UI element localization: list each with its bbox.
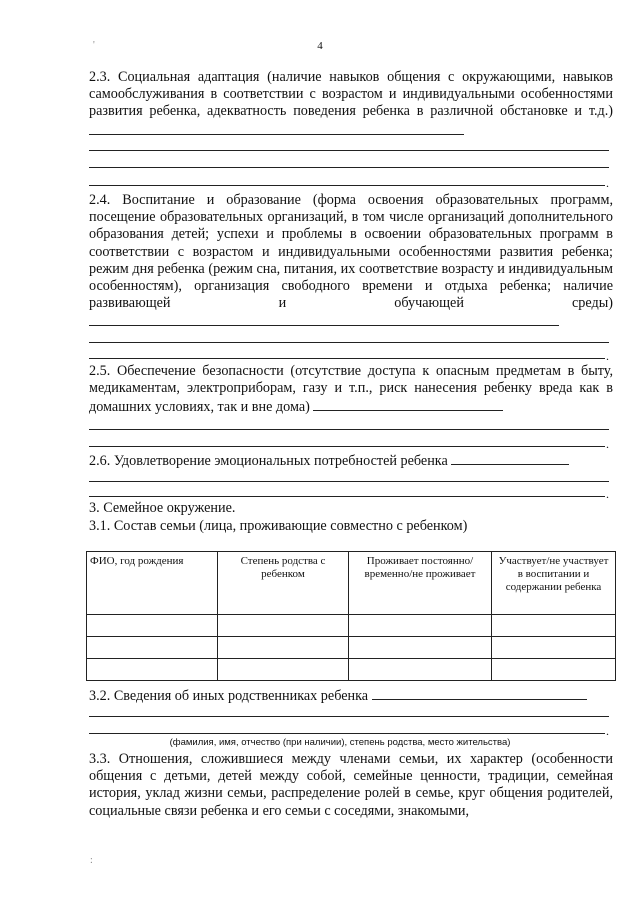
fill-line[interactable] [89, 716, 609, 717]
fill-line[interactable] [89, 429, 609, 430]
table-cell[interactable] [218, 637, 349, 659]
section-2-6-body: 2.6. Удовлетворение эмоциональных потребностей ребенка [89, 453, 448, 469]
table-row [87, 615, 616, 637]
section-2-5-body: 2.5. Обеспечение безопасности (отсутствие доступа к опасным предметам в быту, медикаментам, электроприборам, газу и т.п., риск нанесения ребенку вреда как в домашних условиях, так и вне дома) [89, 363, 613, 416]
family-composition-table [86, 551, 616, 681]
fill-line[interactable] [89, 185, 605, 186]
section-2-4-body: 2.4. Воспитание и образование (форма освоения образовательных программ, посещение образовательных организаций, в том числе организаций дополнительного образования детей; успехи и проблемы в освоении образовательных программ в соответствии с возрастом и индивидуальными особенностями развития ребенка; режим дня ребенка (режим сна, питания, их соответствие возрасту и индивидуальным особенностям), организация свободного времени и отдыха ребенка; наличие развивающей и обучающей среды) [89, 192, 613, 312]
period: . [606, 724, 609, 738]
table-cell[interactable] [349, 659, 492, 681]
page-number: 4 [317, 40, 323, 52]
section-2-3-body: 2.3. Социальная адаптация (наличие навыков общения с окружающими, навыков самообслуживания в соответствии с возрастом и индивидуальными особенностями развития ребенка, адекватность поведения ребенка в различной обстановке и т.д.) [89, 69, 613, 120]
table-cell[interactable] [218, 659, 349, 681]
fill-line[interactable] [372, 686, 587, 700]
table-header-row [87, 552, 616, 615]
col-header-name: ФИО, год рождения [87, 552, 218, 615]
fill-line[interactable] [89, 733, 605, 734]
fill-line[interactable] [89, 167, 609, 168]
table-cell[interactable] [218, 615, 349, 637]
section-3-2-text [89, 686, 613, 705]
table-cell[interactable] [492, 659, 616, 681]
table-cell[interactable] [349, 615, 492, 637]
table-cell[interactable] [492, 637, 616, 659]
col-header-participation: Участвует/не участвует в воспитании и содержании ребенка [492, 552, 616, 615]
fill-line[interactable] [313, 397, 503, 411]
section-2-6-text [89, 451, 613, 470]
relatives-caption: (фамилия, имя, отчество (при наличии), степень родства, место жительства) [169, 737, 511, 748]
period: . [606, 176, 609, 190]
table-cell[interactable] [349, 637, 492, 659]
section-2-4-text [89, 192, 613, 332]
period: . [606, 437, 609, 451]
col-header-relation: Степень родства с ребенком [218, 552, 349, 615]
col-header-residence: Проживает постоянно/временно/не проживает [349, 552, 492, 615]
scan-mark: : [90, 855, 93, 866]
fill-line[interactable] [89, 150, 609, 151]
fill-line[interactable] [89, 496, 605, 497]
fill-line[interactable] [451, 451, 569, 465]
fill-line[interactable] [89, 446, 605, 447]
period: . [606, 487, 609, 501]
period: . [606, 349, 609, 363]
section-3-3-text: 3.3. Отношения, сложившиеся между членами семьи, их характер (особенности общения с детьми, детей между собой, семейные ценности, традиции, семейная история, уклад жизни семьи, распределение ролей в семье, круг общения родителей, социальные связи ребенка и его семьи с соседями, знакомыми, [89, 751, 613, 819]
table-row [87, 637, 616, 659]
scan-mark: ' [93, 40, 95, 51]
fill-line[interactable] [89, 481, 609, 482]
fill-line[interactable] [89, 121, 464, 135]
table-cell[interactable] [87, 637, 218, 659]
section-3-2-body: 3.2. Сведения об иных родственниках ребенка [89, 688, 369, 704]
table-cell[interactable] [492, 615, 616, 637]
fill-line[interactable] [89, 312, 559, 326]
table-cell[interactable] [87, 659, 218, 681]
fill-line[interactable] [89, 342, 609, 343]
table-cell[interactable] [87, 615, 218, 637]
table-row [87, 659, 616, 681]
section-3-title: 3. Семейное окружение. [89, 500, 236, 516]
fill-line[interactable] [89, 358, 605, 359]
section-3-1-title: 3.1. Состав семьи (лица, проживающие совместно с ребенком) [89, 518, 468, 534]
section-2-3-text [89, 69, 613, 140]
section-2-5-text [89, 363, 613, 417]
